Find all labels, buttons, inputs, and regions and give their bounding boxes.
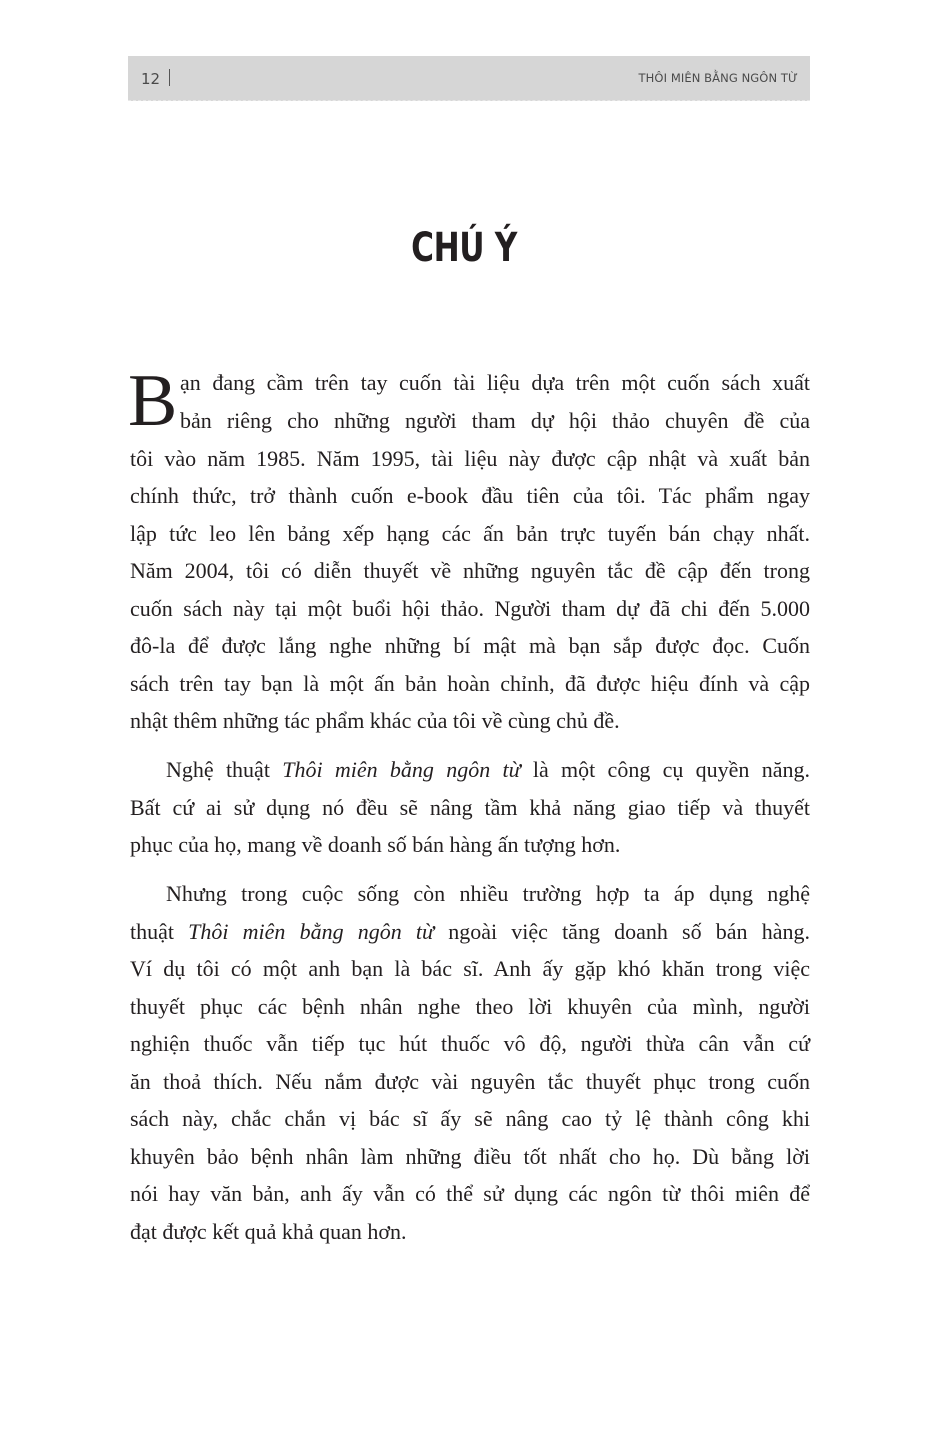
text-line: ăn thoả thích. Nếu nắm được vài nguyên tắc thuyết phục trong cuốn <box>130 1069 810 1094</box>
text-line: nghiện thuốc vẫn tiếp tục hút thuốc vô độ, người thừa cân vẫn cứ <box>130 1031 810 1056</box>
text-line: nhật thêm những tác phẩm khác của tôi về cùng chủ đề. <box>130 708 620 733</box>
text-run: là một công cụ quyền năng. <box>520 757 810 782</box>
chapter-title: CHÚ Ý <box>411 225 517 271</box>
text-line: cuốn sách này tại một buổi hội thảo. Người tham dự đã chi đến 5.000 <box>130 596 810 621</box>
text-line <box>166 757 810 787</box>
text-line: Năm 2004, tôi có diễn thuyết về những nguyên tắc đề cập đến trong <box>130 558 810 583</box>
text-line: bản riêng cho những người tham dự hội thảo chuyên đề của <box>180 408 810 433</box>
text-line: khuyên bảo bệnh nhân làm những điều tốt nhất cho họ. Dù bằng lời <box>130 1144 810 1169</box>
book-title-italic: Thôi miên bằng ngôn từ <box>282 757 521 782</box>
text-line: Nhưng trong cuộc sống còn nhiều trường hợp ta áp dụng nghệ <box>166 881 810 906</box>
text-run: ngoài việc tăng doanh số bán hàng. <box>434 919 810 944</box>
text-line: đô-la để được lắng nghe những bí mật mà bạn sắp được đọc. Cuốn <box>130 633 810 658</box>
text-run: thuật <box>130 919 189 944</box>
text-line: lập tức leo lên bảng xếp hạng các ấn bản trực tuyến bán chạy nhất. <box>130 521 810 546</box>
text-line <box>130 919 810 949</box>
text-line: nói hay văn bản, anh ấy vẫn có thể sử dụng các ngôn từ thôi miên để <box>130 1181 810 1206</box>
text-line: đạt được kết quả khả quan hơn. <box>130 1219 407 1244</box>
drop-cap: B <box>128 360 178 442</box>
text-line: sách trên tay bạn là một ấn bản hoàn chỉnh, đã được hiệu đính và cập <box>130 671 810 696</box>
text-line: Ví dụ tôi có một anh bạn là bác sĩ. Anh ấy gặp khó khăn trong việc <box>130 956 810 981</box>
text-run: Nghệ thuật <box>166 757 283 782</box>
running-header <box>128 56 810 101</box>
text-line: Bất cứ ai sử dụng nó đều sẽ nâng tầm khả năng giao tiếp và thuyết <box>130 795 810 820</box>
text-line: phục của họ, mang về doanh số bán hàng ấn tượng hơn. <box>130 832 621 857</box>
running-title: THÔI MIÊN BẰNG NGÔN TỪ <box>638 71 798 85</box>
text-line: sách này, chắc chắn vị bác sĩ ấy sẽ nâng cao tỷ lệ thành công khi <box>130 1106 810 1131</box>
header-separator <box>169 69 170 86</box>
text-line: ạn đang cầm trên tay cuốn tài liệu dựa trên một cuốn sách xuất <box>180 370 810 395</box>
book-title-italic: Thôi miên bằng ngôn từ <box>188 919 435 944</box>
page-number: 12 <box>141 70 161 88</box>
text-line: chính thức, trở thành cuốn e-book đầu tiên của tôi. Tác phẩm ngay <box>130 483 810 508</box>
text-line: thuyết phục các bệnh nhân nghe theo lời khuyên của mình, người <box>130 994 810 1019</box>
text-line: tôi vào năm 1985. Năm 1995, tài liệu này được cập nhật và xuất bản <box>130 446 810 471</box>
